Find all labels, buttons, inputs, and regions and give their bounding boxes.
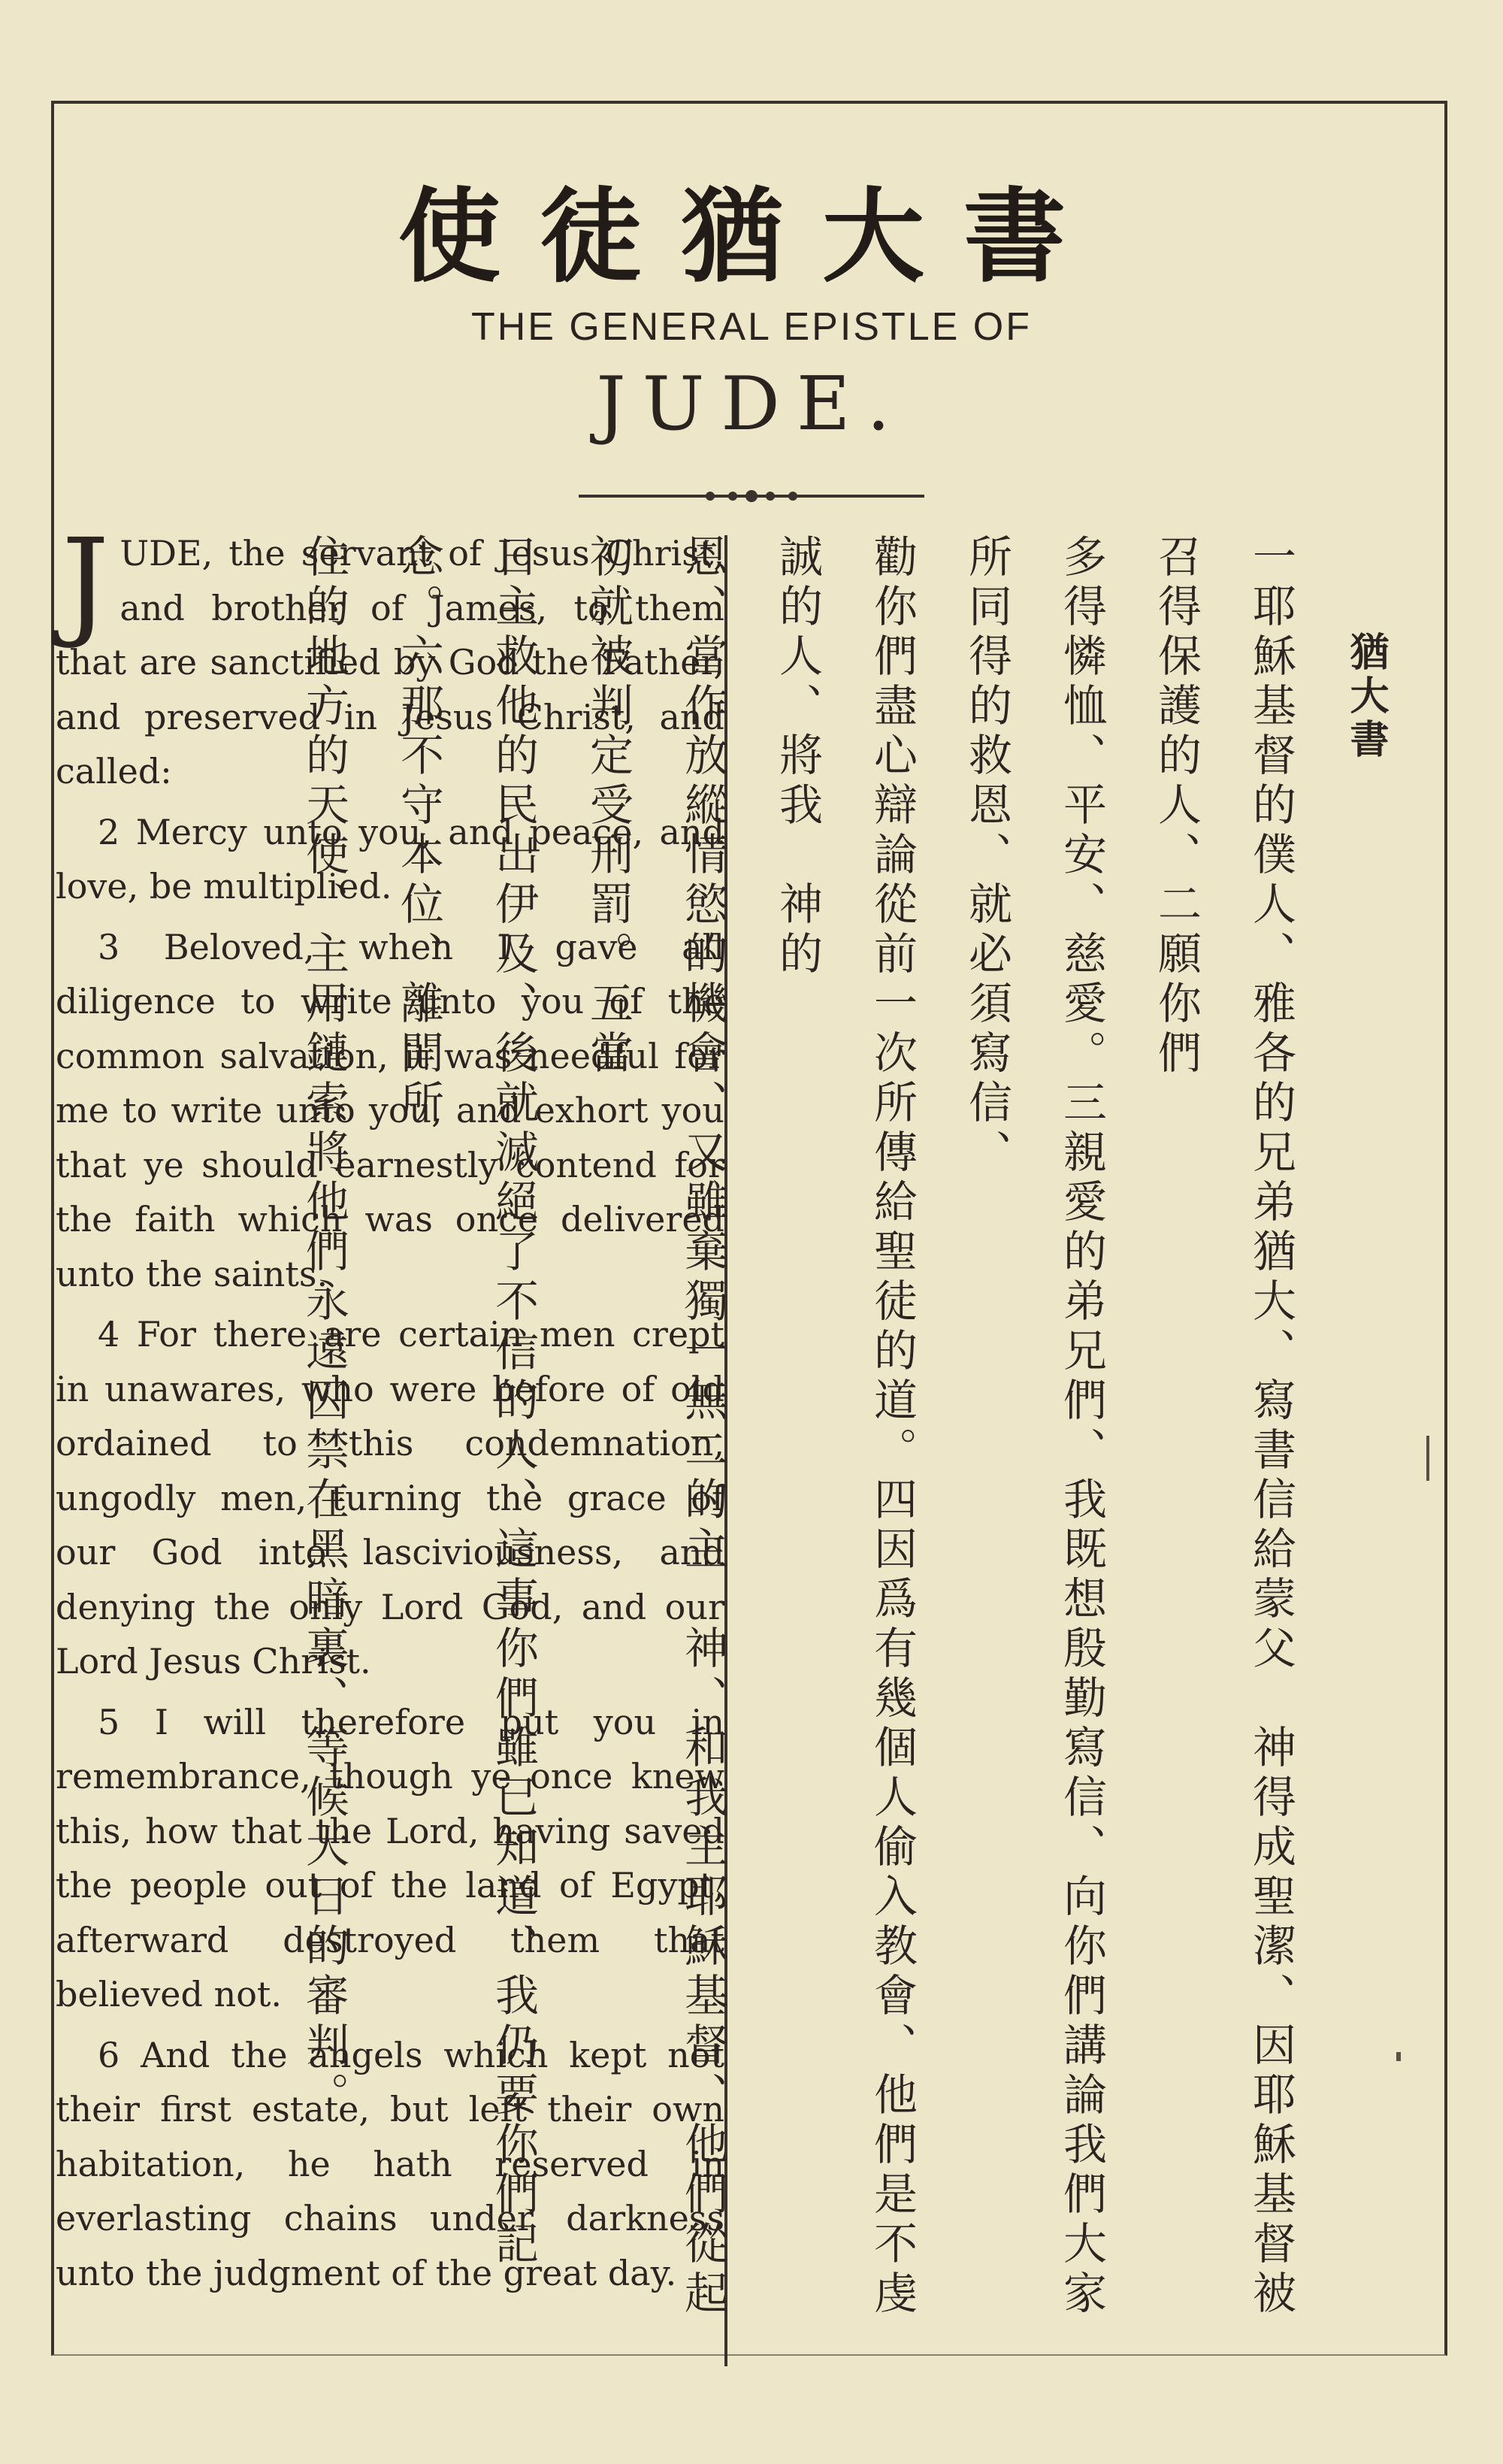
chinese-column-1: 一耶穌基督的僕人、雅各的兄弟猶大、寫書信給蒙父 神得成聖潔、因耶穌基督被召得保護的人、二願你們 bbox=[1151, 534, 1296, 2320]
english-subtitle: THE GENERAL EPISTLE OF bbox=[470, 305, 1032, 349]
english-title: JUDE. bbox=[596, 362, 907, 447]
verse-5: 5 I will therefore put you in remembrance, though ye once knew this, how that the Lord, having saved the people out of the land of Egypt, afterward destroyed them that believed not. bbox=[56, 1701, 724, 2014]
chinese-column-4: 恩、當作放縱情慾的機會、又雖棄獨一無二的主 神、和我主耶穌基督、他們從起初就被判定受刑罰。五當 bbox=[582, 534, 728, 2320]
margin-mark bbox=[1396, 2052, 1401, 2061]
verse-3: 3 Beloved, when I gave all diligence to write unto you of the common salvation, it was needful for me to write unto you, and exhort you that ye should earnestly contend for the faith which was once delivered unto the saints. bbox=[56, 926, 724, 1294]
chinese-column-3: 勸你們盡心辯論從前一次所傳給聖徒的道。四因爲有幾個人偷入教會、他們是不虔誠的人、將我 神的 bbox=[772, 534, 918, 2320]
chinese-title: 使徒猶大書 bbox=[398, 177, 1105, 297]
margin-mark bbox=[1426, 1436, 1429, 1481]
chinese-column-5: 日主救他的民出伊及、後就滅絕了不信的人、這事你們雖已知道、我仍要你們記念。六那不守本位、離開所 bbox=[393, 534, 539, 2270]
verse-6: 6 And the angels which kept not their first estate, but left their own habitation, he hath reserved in everlasting chains under darkness unto the judgment of the great day. bbox=[56, 2034, 724, 2293]
ornament-divider bbox=[571, 485, 932, 507]
verse-2: 2 Mercy unto you, and peace, and love, be multiplied. bbox=[56, 811, 724, 907]
verse-text: UDE, the servant of Jesus Christ, and brother of James, to them that are sanctified by God the Father, and preserved in Jesus Christ, and called: bbox=[56, 533, 724, 792]
drop-cap: J bbox=[62, 513, 110, 652]
chinese-column-2: 多得憐恤、平安、慈愛。三親愛的弟兄們、我既想殷勤寫信、向你們講論我們大家所同得的救恩、就必須寫信、 bbox=[961, 534, 1107, 2320]
chinese-running-header: 猶大書 bbox=[1343, 631, 1389, 762]
verse-4: 4 For there are certain men crept in unawares, who were before of old ordained to this condemnation, ungodly men, turning the grace of our God into lasciviousness, and denying the only Lord God, and our Lord Jesus Christ. bbox=[56, 1314, 724, 1682]
chinese-column-6: 住的地方的天使、主用鏈索將他們永遠囚禁在黑暗裏、等候大日的審判。 bbox=[298, 534, 349, 2121]
